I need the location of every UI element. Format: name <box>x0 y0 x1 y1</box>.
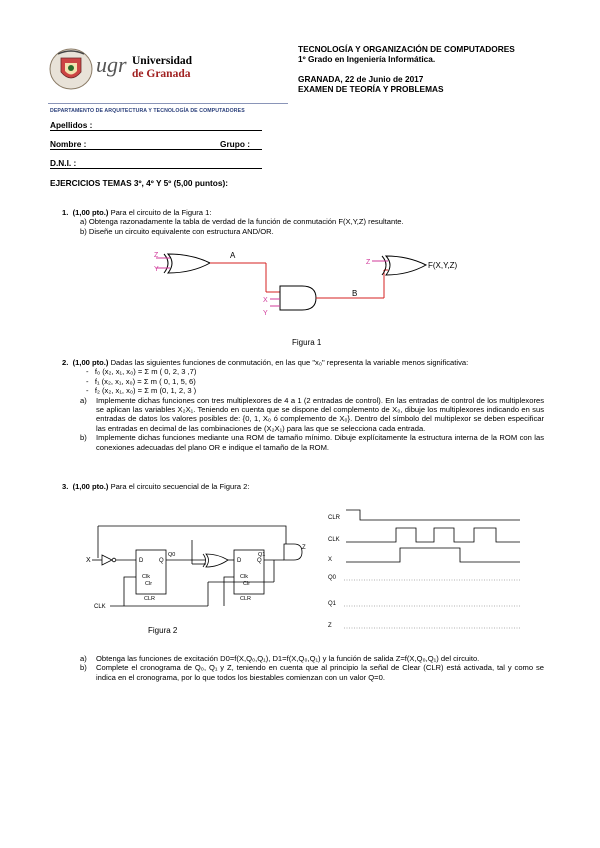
exercise-title: EJERCICIOS TEMAS 3º, 4º Y 5º (5,00 puntos): <box>50 178 228 188</box>
fig1-y-label: Y <box>154 266 159 273</box>
place-date: GRANADA, 22 de Junio de 2017 <box>298 74 424 84</box>
figure-2-caption: Figura 2 <box>148 626 178 635</box>
q3-points: (1,00 pto.) <box>72 482 109 491</box>
ff0-q: Q <box>159 558 164 564</box>
figure-2-circuit <box>88 520 314 612</box>
timing-label-q1: Q1 <box>328 601 337 607</box>
xor-gate-1 <box>168 254 210 273</box>
fig1-x-label: X <box>263 297 268 304</box>
ff1-clr-label: CLR <box>240 596 252 602</box>
clr-waveform <box>346 510 520 520</box>
clk-waveform <box>346 528 520 542</box>
ff0-clr-label: CLR <box>144 596 156 602</box>
surname-label: Apellidos : <box>50 120 93 130</box>
timing-label-x: X <box>328 557 333 563</box>
q2-f2: f₂ (x₂, x₁, x₀) = Σ m (0, 1, 2, 3 ) <box>94 386 197 396</box>
ff0-d: D <box>139 558 144 564</box>
q3-parts: a) Obtenga las funciones de excitación D0=f(X,Q₀,Q₁), D1=f(X,Q₀,Q₁) y la función de salida Z=f(X,Q₀,Q₁) del circuito. b) Complete el cronograma de Q₀, Q₁ y Z, teniendo en cuenta que al principio la señal de Clear (CLR) está activada, tal y como se indica en el cronograma, por lo que todos los biestables comienzan con un valor Q=0. <box>80 654 544 682</box>
q3-number: 3. <box>62 482 69 491</box>
fig1-b-label: B <box>352 289 358 298</box>
and-gate <box>280 286 316 310</box>
fig1-f-label: F(X,Y,Z) <box>428 261 458 270</box>
q3-intro: Para el circuito secuencial de la Figura 2: <box>110 482 250 491</box>
fig1-y2-label: Y <box>263 310 268 317</box>
figure-1-circuit <box>150 246 470 326</box>
course-title: TECNOLOGÍA Y ORGANIZACIÓN DE COMPUTADORES <box>298 44 515 54</box>
q3-b: Complete el cronograma de Q₀, Q₁ y Z, teniendo en cuenta que al principio la señal de Clear (CLR) está activada, tal y como se indica en el cronograma, por lo que todos los biestables comienzan con un valor Q=0. <box>96 663 544 682</box>
exam-header <box>298 44 515 94</box>
fig1-z2-label: Z <box>366 259 371 266</box>
name-label: Nombre : <box>50 139 87 149</box>
timing-label-clk: CLK <box>328 537 340 543</box>
name-field[interactable] <box>50 149 262 150</box>
figure-1-caption: Figura 1 <box>292 338 322 347</box>
q3-a: Obtenga las funciones de excitación D0=f(X,Q₀,Q₁), D1=f(X,Q₀,Q₁) y la función de salida Z=f(X,Q₀,Q₁) del circuito. <box>96 654 480 663</box>
fig2-x-label: X <box>86 557 91 564</box>
and-gate-fig2 <box>284 544 302 560</box>
q2-b: Implemente dichas funciones mediante una ROM de tamaño mínimo. Dibuje explícitamente la estructura interna de la ROM con las conexiones adecuadas del plano OR e indique el tamaño de la ROM. <box>96 433 544 452</box>
q1-a: a) Obtenga razonadamente la tabla de verdad de la función de conmutación F(X,Y,Z) resultante. <box>80 217 404 227</box>
inverter <box>102 555 112 565</box>
dni-field[interactable] <box>50 168 262 169</box>
ff1-q1-label: Q1 <box>258 552 266 558</box>
ff1-q: Q <box>257 558 262 564</box>
q2-f1: f₁ (x₂, x₁, x₀) = Σ m ( 0, 1, 5, 6) <box>94 376 196 386</box>
fig2-clk-label: CLK <box>94 604 106 610</box>
q1-b: b) Diseñe un circuito equivalente con estructura AND/OR. <box>80 226 274 236</box>
university-name-line2: de Granada <box>132 68 191 80</box>
xor-gate-fig2 <box>206 554 228 567</box>
q1-number: 1. <box>62 208 69 217</box>
surname-field[interactable] <box>50 130 262 131</box>
university-name <box>132 55 192 81</box>
timing-label-clr: CLR <box>328 515 341 521</box>
q2-a: Implemente dichas funciones con tres multiplexores de 4 a 1 (2 entradas de control). En las entradas de control de los multiplexores se aplican las variables X₂X₁. Teniendo en cuenta que se dispone del complemento de X₀, dibuje los multiplexores indicando en sus entradas de datos los valores posibles de: {0, 1, X₀ ó complemento de X₀}. Dentro del símbolo del multiplexor se deben especificar las entradas en decimal de las combinaciones de (X₂X₁) para las que se selecciona cada entrada. <box>96 395 544 433</box>
timing-label-q0: Q0 <box>328 575 337 581</box>
ff0-clr: Clr <box>145 581 153 587</box>
timing-label-z: Z <box>328 623 332 629</box>
department-name: DEPARTAMENTO DE ARQUITECTURA Y TECNOLOGÍA DE COMPUTADORES <box>50 108 245 114</box>
q2-number: 2. <box>62 358 69 367</box>
q2-points: (1,00 pto.) <box>72 358 109 367</box>
university-name-line1: Universidad <box>132 55 193 67</box>
q2-intro: Dadas las siguientes funciones de conmutación, en las que "x₀" representa la variable menos significativa: <box>110 358 469 367</box>
ff1-clk: Clk <box>240 574 248 580</box>
q1-points: (1,00 pto.) <box>72 208 109 217</box>
flip-flop-0 <box>136 550 166 594</box>
ugr-wordmark: ugr <box>96 52 127 77</box>
q1-intro: Para el circuito de la Figura 1: <box>110 208 212 217</box>
exam-title: EXAMEN DE TEORÍA Y PROBLEMAS <box>298 84 444 94</box>
degree: 1º Grado en Ingeniería Informática. <box>298 54 436 64</box>
ugr-logo-crest <box>48 46 94 92</box>
dni-label: D.N.I. : <box>50 158 77 168</box>
x-waveform <box>346 548 520 562</box>
ff1-clr: Clr <box>243 581 251 587</box>
q2-f0: f₀ (x₂, x₁, x₀) = Σ m ( 0, 2, 3 ,7) <box>94 367 197 377</box>
timing-diagram <box>326 508 522 634</box>
q3-text <box>62 482 542 491</box>
q1-text <box>62 208 542 236</box>
ff0-clk: Clk <box>142 574 150 580</box>
fig2-z-label: Z <box>302 545 306 551</box>
xor-gate-2 <box>386 256 426 275</box>
fig1-a-label: A <box>230 251 236 260</box>
department-divider <box>48 103 288 104</box>
q2-text: 2. (1,00 pto.) Dadas las siguientes funciones de conmutación, en las que "x₀" representa la variable menos significativa: - f₀ (x₂, x₁, x₀) = Σ m ( 0, 2, 3 ,7) - f₁ (x₂, x₁, x₀) = Σ m ( 0, 1, 5, 6) - f₂ (x₂, x₁, x₀) = Σ m (0, 1, 2, 3 ) a) Implemente dichas funciones con tres multiplexores de 4 a 1 (2 entradas de control). En las entradas de control de los multiplexores se aplican las variables X₂X₁. Teniendo en cuenta que se dispone del complemento de X₀, dibuje los multiplexores indicando en sus entradas de datos los valores posibles de: {0, 1, X₀ ó complemento de X₀}. Dentro del símbolo del multiplexor se deben especificar las entradas en decimal de las combinaciones de (X₂X₁) para las que se selecciona cada entrada. b) Implemente dichas funciones mediante una ROM de tamaño mínimo. Dibuje explícitamente la estructura interna de la ROM con las conexiones adecuadas del plano OR e indique el tamaño de la ROM. <box>62 358 544 452</box>
ff0-q0-label: Q0 <box>168 552 176 558</box>
group-label: Grupo : <box>220 139 250 149</box>
ff1-d: D <box>237 558 242 564</box>
fig1-z-label: Z <box>154 252 159 259</box>
